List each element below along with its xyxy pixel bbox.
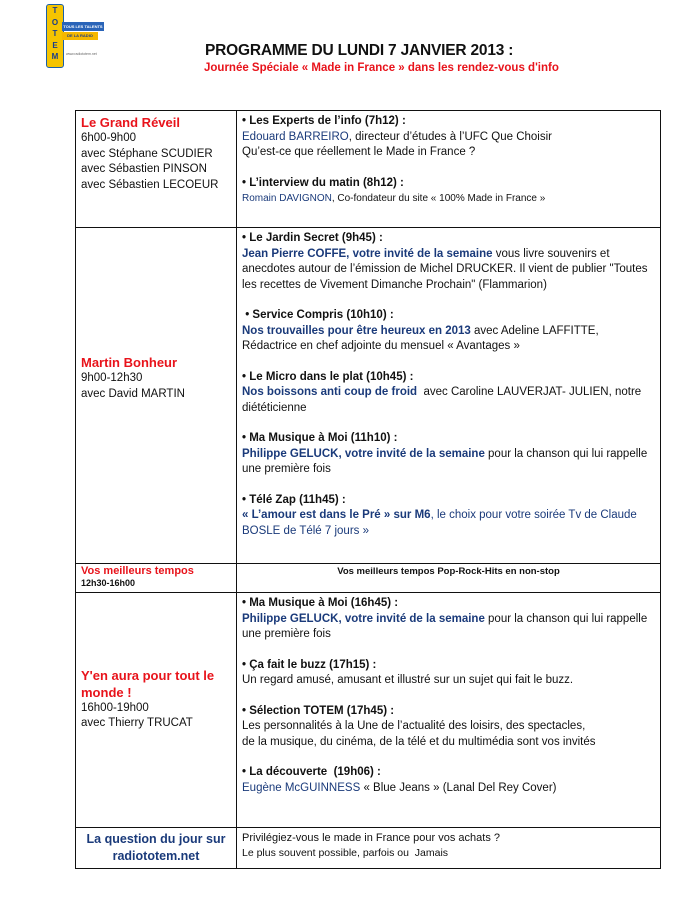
segment-title: • Le Micro dans le plat (10h45) : bbox=[242, 370, 414, 383]
table-row bbox=[76, 564, 661, 593]
segment-text: « Blue Jeans » (Lanal Del Rey Cover) bbox=[360, 781, 557, 794]
page-title: PROGRAMME DU LUNDI 7 JANVIER 2013 : bbox=[205, 42, 514, 59]
segment-text: , directeur d’études à l’UFC Que Choisir bbox=[348, 130, 552, 143]
show-hours: 12h30-16h00 bbox=[81, 578, 136, 588]
segment bbox=[242, 765, 655, 796]
segment bbox=[242, 431, 655, 478]
show-host: avec Sébastien PINSON bbox=[81, 163, 207, 175]
logo-letter: E bbox=[52, 40, 58, 50]
segment bbox=[242, 596, 655, 643]
segment bbox=[242, 176, 655, 207]
show-cell bbox=[76, 564, 237, 593]
question-label: La question du jour sur radiototem.net bbox=[86, 832, 226, 863]
segment-title: • Ma Musique à Moi (11h10) : bbox=[242, 432, 398, 444]
table-row bbox=[76, 228, 661, 564]
segment-guest: Nos boissons anti coup de froid bbox=[242, 386, 418, 398]
segment-text: de la musique, du cinéma, de la télé et du multimédia sont vos invités bbox=[242, 735, 596, 748]
description-cell bbox=[237, 564, 661, 593]
answer-cell bbox=[237, 828, 661, 869]
show-name: Le Grand Réveil bbox=[81, 115, 180, 130]
segment-text: vous livre souvenirs et anecdotes autour de l’émission de Michel DRUCKER. Il vient de publier "Toutes les recettes de Vivement Dimanche Prochain" (Flammarion) bbox=[242, 247, 648, 291]
segment bbox=[242, 493, 655, 540]
question-cell bbox=[76, 828, 237, 869]
segment bbox=[242, 114, 655, 161]
segment-title: • Ça fait le buzz (17h15) : bbox=[242, 658, 377, 671]
show-hours: 9h00-12h30 bbox=[81, 372, 143, 384]
show-host: avec Thierry TRUCAT bbox=[81, 717, 193, 729]
logo-letter: O bbox=[51, 17, 59, 27]
segment-title: • L’interview du matin (8h12) : bbox=[242, 176, 404, 189]
segment bbox=[242, 370, 655, 417]
segment-text: Les personnalités à la Une de l’actualité des loisirs, des spectacles, bbox=[242, 720, 586, 732]
segment-title: • Sélection TOTEM (17h45) : bbox=[242, 704, 395, 717]
show-host: avec Sébastien LECOEUR bbox=[81, 178, 219, 191]
question-answers: Le plus souvent possible, parfois ou Jamais bbox=[242, 847, 449, 859]
programme-table bbox=[75, 110, 661, 869]
question-text: Privilégiez-vous le made in France pour vos achats ? bbox=[242, 832, 501, 844]
table-row bbox=[76, 828, 661, 869]
logo-band-bottom: DE LA RADIO bbox=[62, 32, 98, 40]
segment-guest: Jean Pierre COFFE, votre invité de la semaine bbox=[242, 247, 493, 260]
segment-text: avec Caroline LAUVERJAT- JULIEN, notre diététicienne bbox=[242, 386, 645, 414]
show-description: Vos meilleurs tempos Pop-Rock-Hits en non-stop bbox=[337, 566, 560, 577]
segment-text: , le choix pour votre soirée Tv de Claude BOSLE de Télé 7 jours » bbox=[242, 509, 637, 537]
show-cell bbox=[76, 228, 237, 564]
segment-guest: Philippe GELUCK, votre invité de la semaine bbox=[242, 612, 485, 625]
logo-letter: T bbox=[52, 6, 58, 15]
segment-text: avec Adeline LAFFITTE, Rédactrice en chef adjointe du mensuel « Avantages » bbox=[242, 324, 599, 352]
segment-text: , Co-fondateur du site « 100% Made in France » bbox=[331, 193, 546, 204]
segment bbox=[242, 704, 655, 751]
segment-guest: Edouard BARREIRO bbox=[242, 130, 349, 143]
segment-text: pour la chanson qui lui rappelle une première fois bbox=[242, 447, 648, 475]
segment-guest: Philippe GELUCK, votre invité de la semaine bbox=[242, 447, 485, 460]
segments-cell bbox=[237, 593, 661, 828]
segment-title: • Service Compris (10h10) : bbox=[242, 309, 394, 321]
segment-text: pour la chanson qui lui rappelle une première fois bbox=[242, 612, 648, 640]
segment bbox=[242, 658, 655, 689]
segment-title: • Les Experts de l’info (7h12) : bbox=[242, 115, 406, 127]
show-name: Martin Bonheur bbox=[81, 355, 178, 370]
logo-letter: M bbox=[51, 52, 59, 61]
table-row bbox=[76, 593, 661, 828]
segment-guest: Nos trouvailles pour être heureux en 2013 bbox=[242, 324, 471, 337]
logo-url: www.radiototem.net bbox=[66, 52, 97, 56]
show-host: avec Stéphane SCUDIER bbox=[81, 147, 213, 160]
segment-title: • Télé Zap (11h45) : bbox=[242, 493, 346, 506]
segment-guest: Romain DAVIGNON bbox=[242, 193, 332, 204]
logo-letter: T bbox=[52, 29, 58, 38]
show-name: Y'en aura pour tout le monde ! bbox=[81, 667, 215, 700]
show-cell bbox=[76, 111, 237, 228]
segment-text: Un regard amusé, amusant et illustré sur un sujet qui fait le buzz. bbox=[242, 674, 574, 686]
totem-logo bbox=[40, 4, 110, 70]
table-row bbox=[76, 111, 661, 228]
segments-cell bbox=[237, 111, 661, 228]
logo-band-top: TOUS LES TALENTS bbox=[63, 24, 103, 29]
segment-guest: Eugène McGUINNESS bbox=[242, 781, 361, 794]
segment bbox=[242, 308, 655, 355]
segment-guest: « L’amour est dans le Pré » sur M6 bbox=[242, 509, 431, 521]
show-host: avec David MARTIN bbox=[81, 387, 185, 400]
show-name: Vos meilleurs tempos bbox=[81, 565, 194, 577]
segment bbox=[242, 231, 655, 293]
segment-title: • Le Jardin Secret (9h45) : bbox=[242, 232, 383, 244]
segment-title: • Ma Musique à Moi (16h45) : bbox=[242, 597, 399, 609]
show-hours: 6h00-9h00 bbox=[81, 132, 136, 144]
show-cell bbox=[76, 593, 237, 828]
show-hours: 16h00-19h00 bbox=[81, 701, 149, 714]
segments-cell bbox=[237, 228, 661, 564]
segment-text: Qu’est-ce que réellement le Made in France ? bbox=[242, 146, 476, 158]
segment-title: • La découverte (19h06) : bbox=[242, 766, 381, 778]
page-subtitle: Journée Spéciale « Made in France » dans les rendez-vous d'info bbox=[204, 62, 559, 74]
